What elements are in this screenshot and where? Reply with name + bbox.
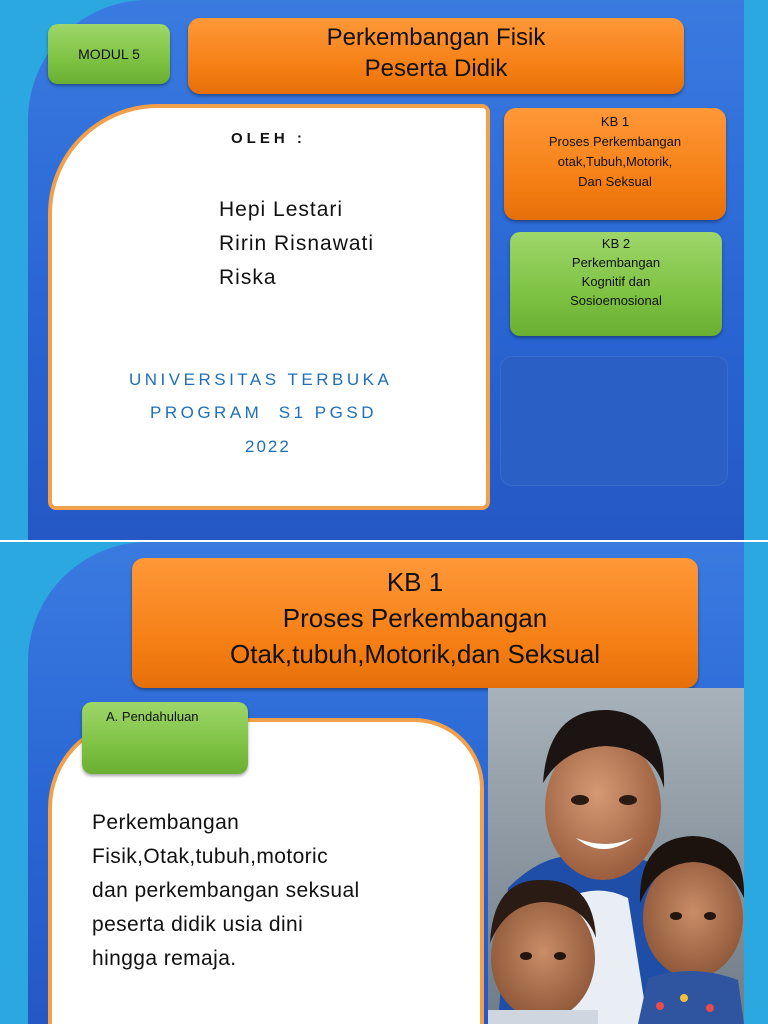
modul-badge [48, 24, 170, 84]
children-photo [488, 688, 744, 1024]
kb2-line: Sosioemosional [570, 293, 662, 308]
section-label: A. Pendahuluan [106, 709, 199, 724]
cover-title-line1: Perkembangan Fisik [326, 24, 546, 51]
year-label: 2022 [245, 437, 291, 456]
kb2-line: Kognitif dan [581, 274, 651, 289]
oleh-label: OLEH : [231, 130, 306, 147]
kb2-nav-box[interactable] [510, 232, 722, 336]
kb1-line: Dan Seksual [578, 174, 652, 189]
kb1-title-box [132, 558, 698, 688]
modul-label: MODUL 5 [78, 46, 140, 62]
paragraph-line: Fisik,Otak,tubuh,motoric [92, 845, 329, 868]
kb1-line: otak,Tubuh,Motorik, [557, 154, 673, 169]
kb1-label: KB 1 [600, 114, 630, 129]
kb2-line: Perkembangan [571, 255, 661, 270]
program-name: PROGRAM S1 PGSD [150, 403, 377, 422]
kb1-title-line3: Otak,tubuh,Motorik,dan Seksual [230, 639, 600, 669]
cover-title-box [188, 18, 684, 94]
kb2-label: KB 2 [601, 236, 631, 251]
paragraph-line: hingga remaja. [92, 947, 237, 970]
section-label-box [82, 702, 248, 774]
author-name: Riska [219, 266, 277, 289]
kb1-title-line2: Proses Perkembangan [282, 603, 548, 633]
intro-paragraph [92, 806, 432, 976]
kb1-nav-box[interactable] [504, 108, 726, 220]
slide-kb1 [0, 542, 768, 1024]
kb1-title-line1: KB 1 [386, 567, 444, 597]
cover-title-line2: Peserta Didik [364, 55, 508, 82]
author-name: Ririn Risnawati [219, 232, 375, 255]
paragraph-line: dan perkembangan seksual [92, 879, 360, 902]
author-name: Hepi Lestari [219, 198, 344, 221]
kb1-line: Proses Perkembangan [548, 134, 682, 149]
university-name: UNIVERSITAS TERBUKA [129, 370, 393, 389]
paragraph-line: Perkembangan [92, 811, 240, 834]
paragraph-line: peserta didik usia dini [92, 913, 304, 936]
empty-placeholder-box [500, 356, 728, 486]
